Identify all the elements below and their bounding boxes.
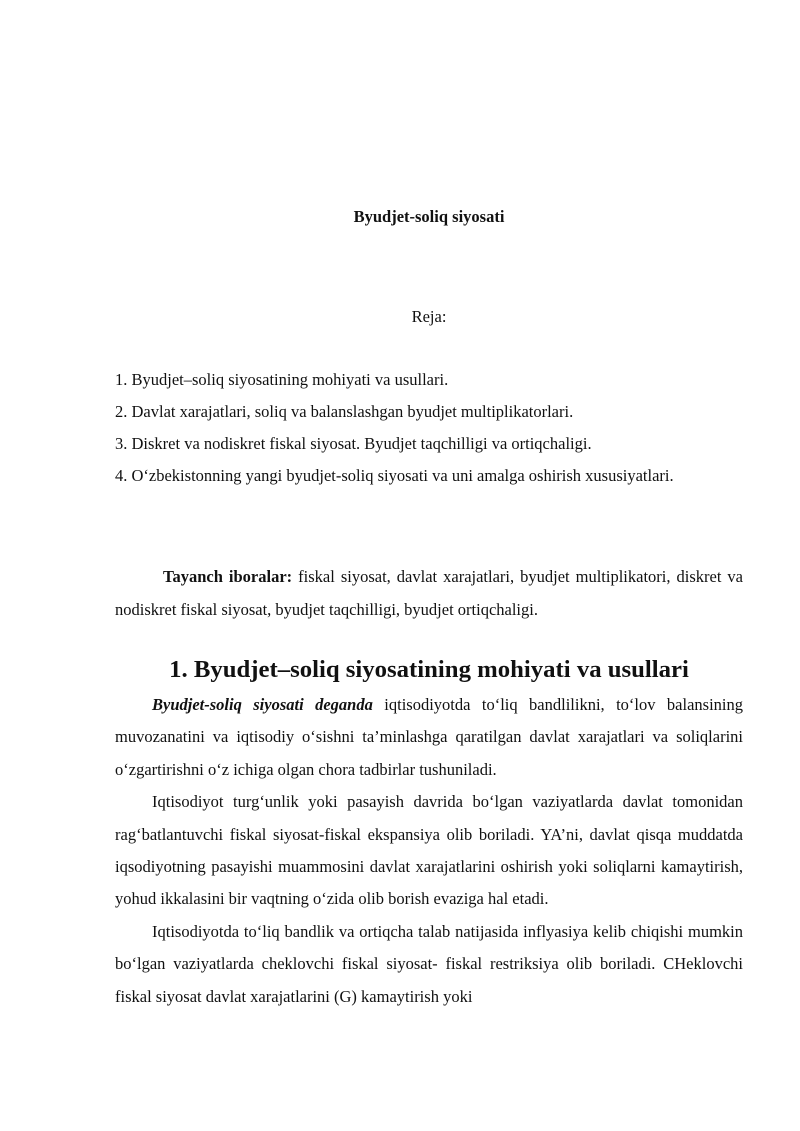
document-title: Byudjet-soliq siyosati: [353, 207, 505, 226]
plan-item: 4. O‘zbekistonning yangi byudjet-soliq siyosati va uni amalga oshirish xususiyatlari.: [115, 466, 674, 485]
plan-item: 3. Diskret va nodiskret fiskal siyosat. Byudjet taqchilligi va ortiqchaligi.: [115, 434, 592, 453]
keywords-text: fiskal siyosat, davlat xarajatlari, byudjet multiplikatori, diskret va nodiskret fiskal siyosat, byudjet taqchilligi, byudjet ortiqchaligi.: [115, 567, 743, 619]
keywords-label: Tayanch iboralar:: [163, 567, 293, 586]
plan-list: [115, 369, 755, 497]
defined-term: Byudjet-soliq siyosati deganda: [152, 695, 373, 714]
section-heading: 1. Byudjet–soliq siyosatining mohiyati va usullari: [169, 656, 689, 683]
paragraph: Iqtisodiyot turg‘unlik yoki pasayish davrida bo‘lgan vaziyatlarda davlat tomonidan rag‘batlantuvchi fiskal siyosat-fiskal ekspansiya olib boriladi. YA’ni, davlat qisqa muddatda iqsodiyotning pasayishi muammosini davlat xarajatlarini oshirish yoki soliqlarni kamaytirish, yohud ikkalasini bir vaqtning o‘zida olib borish evaziga hal etadi.: [115, 792, 743, 909]
paragraph-text: iqtisodiyotda to‘liq bandlilikni, to‘lov balansining muvozanatini va iqtisodiy o‘sishni ta’minlashga qaratilgan davlat xarajatlari va soliqlarini o‘zgartirishni o‘z ichiga olgan chora tadbirlar tushuniladi.: [115, 695, 743, 779]
plan-item: 2. Davlat xarajatlari, soliq va balanslashgan byudjet multiplikatorlari.: [115, 402, 574, 421]
paragraph: Iqtisodiyotda to‘liq bandlik va ortiqcha talab natijasida inflyasiya kelib chiqishi mumkin bo‘lgan vaziyatlarda cheklovchi fiskal siyosat- fiskal restriksiya olib boriladi. CHeklovchi fiskal siyosat davlat xarajatlarini (G) kamaytirish yoki: [115, 921, 743, 1006]
section-body: [115, 689, 743, 1013]
plan-item: 1. Byudjet–soliq siyosatining mohiyati va usullari.: [115, 370, 449, 389]
keywords-paragraph: [115, 560, 743, 626]
paragraph: [115, 689, 743, 786]
plan-heading: Reja:: [411, 307, 447, 326]
